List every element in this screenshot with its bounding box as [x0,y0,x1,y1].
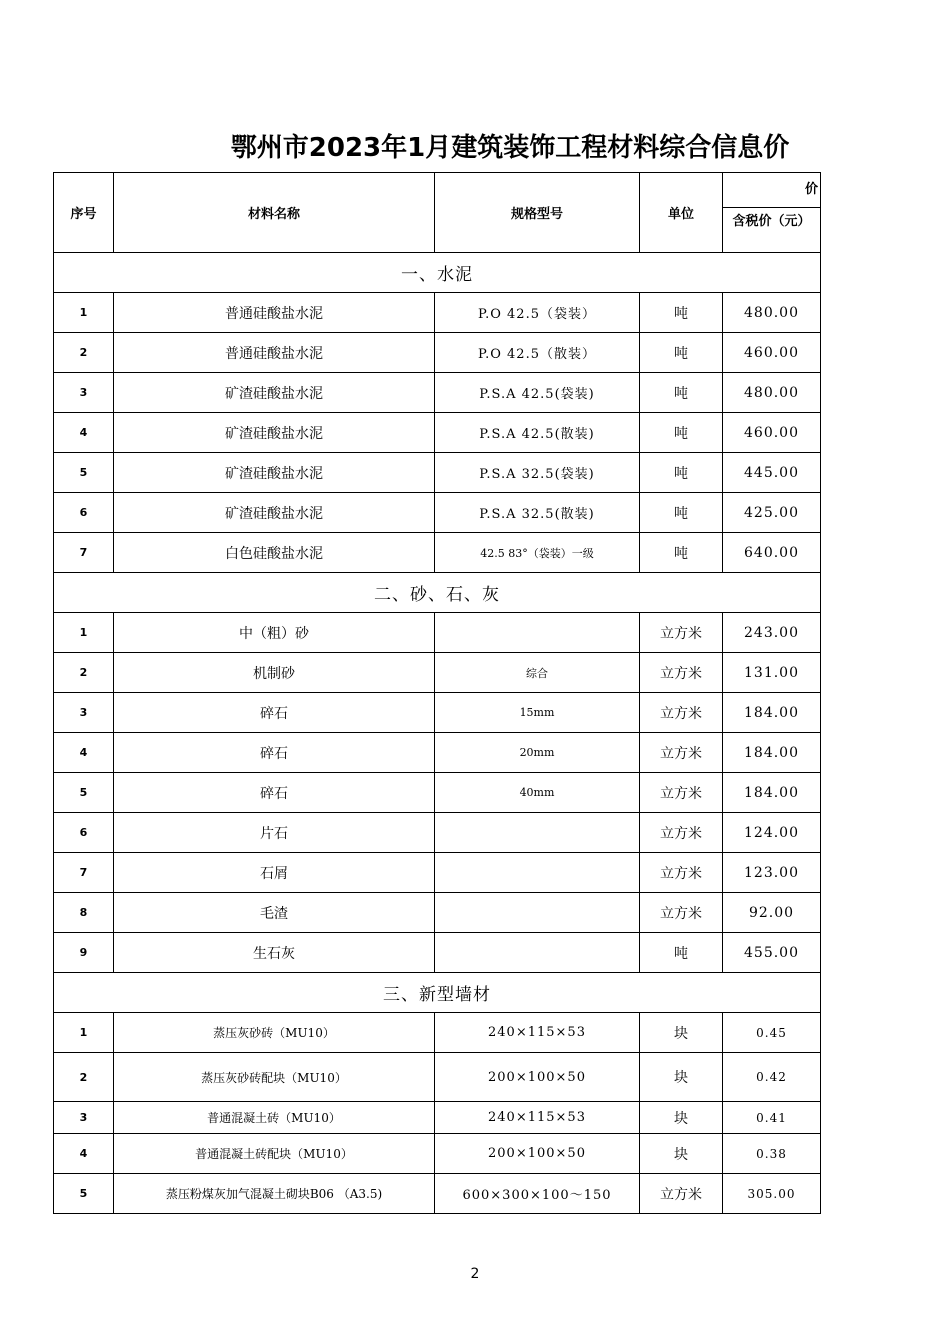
cell-price: 0.41 [723,1102,821,1134]
cell-price: 184.00 [723,733,821,773]
page-title: 鄂州市2023年1月建筑装饰工程材料综合信息价 [230,133,790,163]
cell-spec [435,893,640,933]
cell-spec: 20mm [435,733,640,773]
cell-seq: 4 [54,413,114,453]
cell-name: 片石 [114,813,435,853]
cell-name: 中（粗）砂 [114,613,435,653]
cell-seq: 3 [54,1102,114,1134]
cell-price: 184.00 [723,773,821,813]
header-price-group: 价 [723,173,820,208]
cell-spec: P.O 42.5（散装） [435,333,640,373]
table-row [54,893,821,933]
table-row [54,613,821,653]
cell-name: 毛渣 [114,893,435,933]
cell-spec: 42.5 83°（袋装）一级 [435,533,640,573]
cell-price: 184.00 [723,693,821,733]
cell-seq: 1 [54,613,114,653]
cell-seq: 5 [54,773,114,813]
cell-spec: P.S.A 32.5(袋装) [435,453,640,493]
cell-unit: 立方米 [640,1174,723,1214]
table-row [54,413,821,453]
cell-price: 480.00 [723,293,821,333]
cell-seq: 1 [54,1013,114,1053]
cell-seq: 6 [54,493,114,533]
cell-name: 碎石 [114,693,435,733]
header-name: 材料名称 [114,173,435,253]
cell-unit: 吨 [640,293,723,333]
cell-seq: 6 [54,813,114,853]
cell-name: 矿渣硅酸盐水泥 [114,413,435,453]
cell-unit: 吨 [640,373,723,413]
cell-price: 124.00 [723,813,821,853]
cell-seq: 3 [54,373,114,413]
header-price-tax: 含税价（元） [732,214,811,229]
cell-name: 白色硅酸盐水泥 [114,533,435,573]
cell-seq: 2 [54,333,114,373]
cell-price: 0.38 [723,1134,821,1174]
section-row [54,573,821,613]
cell-seq: 9 [54,933,114,973]
cell-price: 425.00 [723,493,821,533]
cell-spec: 240×115×53 [435,1013,640,1053]
cell-unit: 吨 [640,453,723,493]
table-row [54,533,821,573]
cell-unit: 立方米 [640,853,723,893]
cell-unit: 立方米 [640,653,723,693]
cell-seq: 5 [54,453,114,493]
cell-unit: 立方米 [640,733,723,773]
cell-seq: 4 [54,733,114,773]
cell-seq: 2 [54,1053,114,1102]
cell-price: 0.45 [723,1013,821,1053]
cell-unit: 块 [640,1134,723,1174]
cell-spec [435,813,640,853]
cell-unit: 立方米 [640,613,723,653]
cell-unit: 立方米 [640,693,723,733]
table-row [54,733,821,773]
table-row [54,493,821,533]
header-spec: 规格型号 [435,173,640,253]
cell-unit: 吨 [640,933,723,973]
cell-unit: 吨 [640,333,723,373]
cell-unit: 块 [640,1053,723,1102]
cell-seq: 3 [54,693,114,733]
cell-spec: P.O 42.5（袋装） [435,293,640,333]
cell-name: 普通混凝土砖（MU10） [114,1102,435,1134]
header-price [723,173,821,253]
cell-price: 243.00 [723,613,821,653]
section-row [54,973,821,1013]
header-unit: 单位 [640,173,723,253]
cell-name: 普通硅酸盐水泥 [114,333,435,373]
cell-name: 矿渣硅酸盐水泥 [114,373,435,413]
cell-spec: 40mm [435,773,640,813]
cell-spec: 600×300×100～150 [435,1174,640,1214]
cell-unit: 块 [640,1013,723,1053]
cell-price: 445.00 [723,453,821,493]
table-row [54,653,821,693]
cell-name: 石屑 [114,853,435,893]
cell-seq: 7 [54,853,114,893]
table-row [54,1174,821,1214]
table-row [54,1102,821,1134]
cell-name: 普通硅酸盐水泥 [114,293,435,333]
table-row [54,1134,821,1174]
cell-unit: 吨 [640,493,723,533]
cell-price: 305.00 [723,1174,821,1214]
cell-unit: 立方米 [640,813,723,853]
cell-name: 蒸压粉煤灰加气混凝土砌块B06 （A3.5) [114,1174,435,1214]
cell-spec [435,613,640,653]
cell-seq: 8 [54,893,114,933]
cell-price: 460.00 [723,333,821,373]
section-title: 二、砂、石、灰 [54,573,821,613]
cell-spec: 240×115×53 [435,1102,640,1134]
cell-unit: 立方米 [640,773,723,813]
cell-price: 480.00 [723,373,821,413]
cell-unit: 立方米 [640,893,723,933]
cell-price: 92.00 [723,893,821,933]
cell-spec: P.S.A 32.5(散装) [435,493,640,533]
cell-name: 碎石 [114,773,435,813]
cell-spec [435,933,640,973]
table-row [54,1053,821,1102]
cell-name: 蒸压灰砂砖（MU10） [114,1013,435,1053]
section-title: 三、新型墙材 [54,973,821,1013]
cell-spec: P.S.A 42.5(散装) [435,413,640,453]
table-row [54,453,821,493]
cell-spec [435,853,640,893]
cell-price: 0.42 [723,1053,821,1102]
cell-name: 机制砂 [114,653,435,693]
table-row [54,1013,821,1053]
table-row [54,693,821,733]
table-row [54,773,821,813]
cell-unit: 吨 [640,533,723,573]
section-row [54,253,821,293]
price-table-body [54,173,821,1214]
table-row [54,333,821,373]
cell-name: 矿渣硅酸盐水泥 [114,453,435,493]
cell-spec: P.S.A 42.5(袋装) [435,373,640,413]
cell-seq: 1 [54,293,114,333]
cell-name: 生石灰 [114,933,435,973]
header-row [54,173,821,253]
cell-price: 123.00 [723,853,821,893]
cell-price: 460.00 [723,413,821,453]
cell-price: 640.00 [723,533,821,573]
cell-spec: 综合 [435,653,640,693]
cell-seq: 5 [54,1174,114,1214]
cell-price: 455.00 [723,933,821,973]
cell-spec: 200×100×50 [435,1134,640,1174]
header-seq: 序号 [54,173,114,253]
cell-seq: 7 [54,533,114,573]
cell-unit: 块 [640,1102,723,1134]
page-number: 2 [470,1266,480,1282]
table-row [54,853,821,893]
cell-seq: 4 [54,1134,114,1174]
table-row [54,373,821,413]
table-row [54,813,821,853]
cell-name: 矿渣硅酸盐水泥 [114,493,435,533]
price-table [53,172,821,1214]
section-title: 一、水泥 [54,253,821,293]
cell-price: 131.00 [723,653,821,693]
cell-spec: 15mm [435,693,640,733]
cell-name: 普通混凝土砖配块（MU10） [114,1134,435,1174]
cell-name: 蒸压灰砂砖配块（MU10） [114,1053,435,1102]
cell-spec: 200×100×50 [435,1053,640,1102]
cell-seq: 2 [54,653,114,693]
cell-name: 碎石 [114,733,435,773]
cell-unit: 吨 [640,413,723,453]
table-row [54,293,821,333]
table-row [54,933,821,973]
